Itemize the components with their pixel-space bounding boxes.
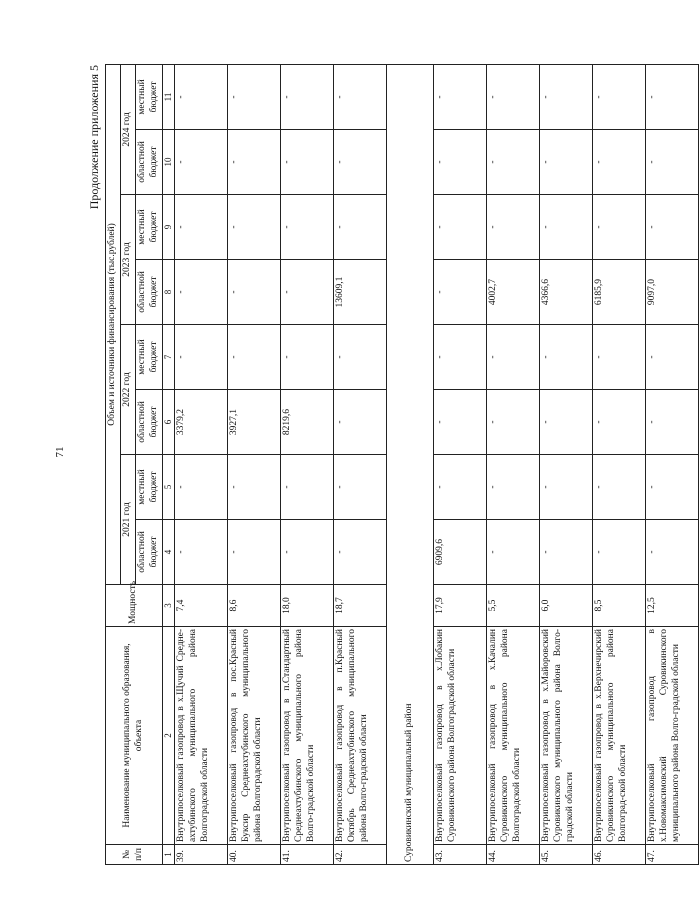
financing-value: - [592, 130, 645, 195]
financing-value: - [280, 195, 333, 260]
table-row [486, 64, 539, 864]
financing-value: - [433, 325, 486, 390]
financing-value: - [486, 520, 539, 585]
header-year: 2023 год [120, 195, 135, 325]
financing-value: 13609,1 [333, 260, 386, 325]
header-local-budget: местный бюджет [135, 195, 162, 260]
row-number: 46. [592, 845, 645, 865]
financing-value: - [174, 260, 227, 325]
page-number: 71 [54, 446, 66, 458]
header-financing: Объем и источники финансирования (тыс.рублей) [106, 64, 121, 584]
appendix-label: Продолжение приложения 5 [87, 65, 101, 210]
financing-value: 6909,6 [433, 520, 486, 585]
financing-value: - [592, 64, 645, 129]
financing-value: - [280, 130, 333, 195]
financing-value: - [227, 325, 280, 390]
financing-value: - [592, 195, 645, 260]
capacity-value: 17,9 [433, 585, 486, 627]
financing-value: - [486, 64, 539, 129]
financing-value: - [645, 520, 698, 585]
table-row [227, 64, 280, 864]
column-number: 8 [162, 260, 174, 325]
header-local-budget: местный бюджет [135, 64, 162, 129]
capacity-value: 7,4 [174, 585, 227, 627]
table-row [645, 64, 698, 864]
district-name: Суровикинский муниципальный район [386, 64, 433, 864]
financing-value: - [645, 64, 698, 129]
financing-value: 8219,6 [280, 390, 333, 455]
financing-value: - [333, 64, 386, 129]
financing-value: - [280, 325, 333, 390]
financing-value: - [174, 195, 227, 260]
financing-value: - [333, 520, 386, 585]
object-name: Внутрипоселковый газопровод в х.Верхнечирский Суровикинского муниципального района Волгоград-ской области [592, 627, 645, 845]
financing-value: 4366,6 [539, 260, 592, 325]
table-row [539, 64, 592, 864]
financing-value: - [333, 455, 386, 520]
financing-value: 4002,7 [486, 260, 539, 325]
financing-value: - [539, 64, 592, 129]
column-number: 10 [162, 130, 174, 195]
financing-value: - [486, 455, 539, 520]
column-number: 5 [162, 455, 174, 520]
financing-value: - [645, 130, 698, 195]
header-local-budget: местный бюджет [135, 455, 162, 520]
header-name: Наименование муниципального образования, объекта [106, 627, 163, 845]
financing-value: - [433, 390, 486, 455]
financing-value: - [227, 260, 280, 325]
capacity-value: 12,5 [645, 585, 698, 627]
row-number: 43. [433, 845, 486, 865]
financing-value: - [174, 325, 227, 390]
financing-value: - [486, 325, 539, 390]
object-name: Внутрипоселковый газопровод в пос.Красный Буксир Среднеахтубинского муниципального района Волгоградской области [227, 627, 280, 845]
financing-value: - [433, 455, 486, 520]
column-number: 1 [162, 845, 174, 865]
column-number: 6 [162, 390, 174, 455]
row-number: 41. [280, 845, 333, 865]
row-number: 40. [227, 845, 280, 865]
column-number: 2 [162, 627, 174, 845]
financing-value: - [645, 390, 698, 455]
financing-value: - [592, 455, 645, 520]
financing-value: - [174, 130, 227, 195]
financing-value: - [280, 260, 333, 325]
financing-value: - [433, 195, 486, 260]
header-regional-budget: областной бюджет [135, 520, 162, 585]
financing-value: - [333, 390, 386, 455]
financing-value: - [227, 64, 280, 129]
object-name: Внутрипоселковый газопровод в х.Новомаксимовский Суровикинского муниципального района Волго-градской области [645, 627, 698, 845]
financing-value: 9097,0 [645, 260, 698, 325]
financing-value: - [174, 455, 227, 520]
district-row [386, 64, 433, 864]
header-np: № п/п [106, 845, 163, 865]
financing-value: - [280, 64, 333, 129]
table-row [592, 64, 645, 864]
financing-value: - [227, 455, 280, 520]
capacity-value: 8,6 [227, 585, 280, 627]
object-name: Внутрипоселковый газопровод в х.Щучий Средне-ахтубинского муниципального района Волгоградской области [174, 627, 227, 845]
header-local-budget: местный бюджет [135, 325, 162, 390]
table-row [174, 64, 227, 864]
header-year: 2022 год [120, 325, 135, 455]
capacity-value: 18,0 [280, 585, 333, 627]
financing-value: - [592, 520, 645, 585]
financing-value: 3379,2 [174, 390, 227, 455]
row-number: 39. [174, 845, 227, 865]
financing-value: - [227, 195, 280, 260]
column-number: 9 [162, 195, 174, 260]
header-regional-budget: областной бюджет [135, 260, 162, 325]
financing-value: - [592, 325, 645, 390]
table-row [280, 64, 333, 864]
table-row [333, 64, 386, 864]
financing-value: - [227, 130, 280, 195]
financing-value: - [486, 130, 539, 195]
financing-value: - [645, 195, 698, 260]
financing-value: 6185,9 [592, 260, 645, 325]
financing-value: - [539, 130, 592, 195]
financing-value: - [539, 390, 592, 455]
row-number: 44. [486, 845, 539, 865]
financing-value: - [433, 260, 486, 325]
object-name: Внутрипоселковый газопровод в х.Лобакин Суровикинского района Волгоградской области [433, 627, 486, 845]
financing-value: - [592, 390, 645, 455]
header-regional-budget: областной бюджет [135, 130, 162, 195]
capacity-value: 8,5 [592, 585, 645, 627]
header-capacity: Мощность [106, 585, 163, 627]
table-row [433, 64, 486, 864]
table-body [174, 64, 698, 864]
financing-value: - [539, 455, 592, 520]
header-year: 2021 год [120, 455, 135, 585]
capacity-value: 18,7 [333, 585, 386, 627]
object-name: Внутрипоселковый газопровод в х.Майоровский Суровикинского муниципального района Волго-градской области [539, 627, 592, 845]
column-number-row [162, 64, 174, 864]
financing-value: - [645, 325, 698, 390]
column-number: 3 [162, 585, 174, 627]
financing-value: - [280, 455, 333, 520]
financing-value: - [433, 64, 486, 129]
row-number: 42. [333, 845, 386, 865]
column-number: 7 [162, 325, 174, 390]
financing-value: - [433, 130, 486, 195]
object-name: Внутрипоселковый газопровод в п.Стандартный Среднеахтубинского муниципального района Волго-градской области [280, 627, 333, 845]
financing-value: - [486, 390, 539, 455]
financing-value: - [486, 195, 539, 260]
financing-value: - [333, 195, 386, 260]
financing-value: - [333, 325, 386, 390]
financing-value: - [280, 520, 333, 585]
object-name: Внутрипоселковый газопровод в п.Красный Октябрь Среднеахтубинского муниципального района Волго-градской области [333, 627, 386, 845]
financing-value: - [174, 64, 227, 129]
financing-value: - [539, 325, 592, 390]
row-number: 45. [539, 845, 592, 865]
financing-value: - [645, 455, 698, 520]
financing-value: - [227, 520, 280, 585]
financing-table [105, 64, 699, 865]
column-number: 4 [162, 520, 174, 585]
financing-value: - [174, 520, 227, 585]
column-number: 11 [162, 64, 174, 129]
financing-value: - [333, 130, 386, 195]
capacity-value: 5,5 [486, 585, 539, 627]
header-regional-budget: областной бюджет [135, 390, 162, 455]
capacity-value: 6,0 [539, 585, 592, 627]
financing-value: - [539, 195, 592, 260]
financing-value: - [539, 520, 592, 585]
row-number: 47. [645, 845, 698, 865]
rotated-table-sheet [87, 65, 681, 865]
object-name: Внутрипоселковый газопровод в х.Качалин Суровикинского муниципального района Волгоградской области [486, 627, 539, 845]
header-year: 2024 год [120, 64, 135, 194]
financing-value: 3927,1 [227, 390, 280, 455]
